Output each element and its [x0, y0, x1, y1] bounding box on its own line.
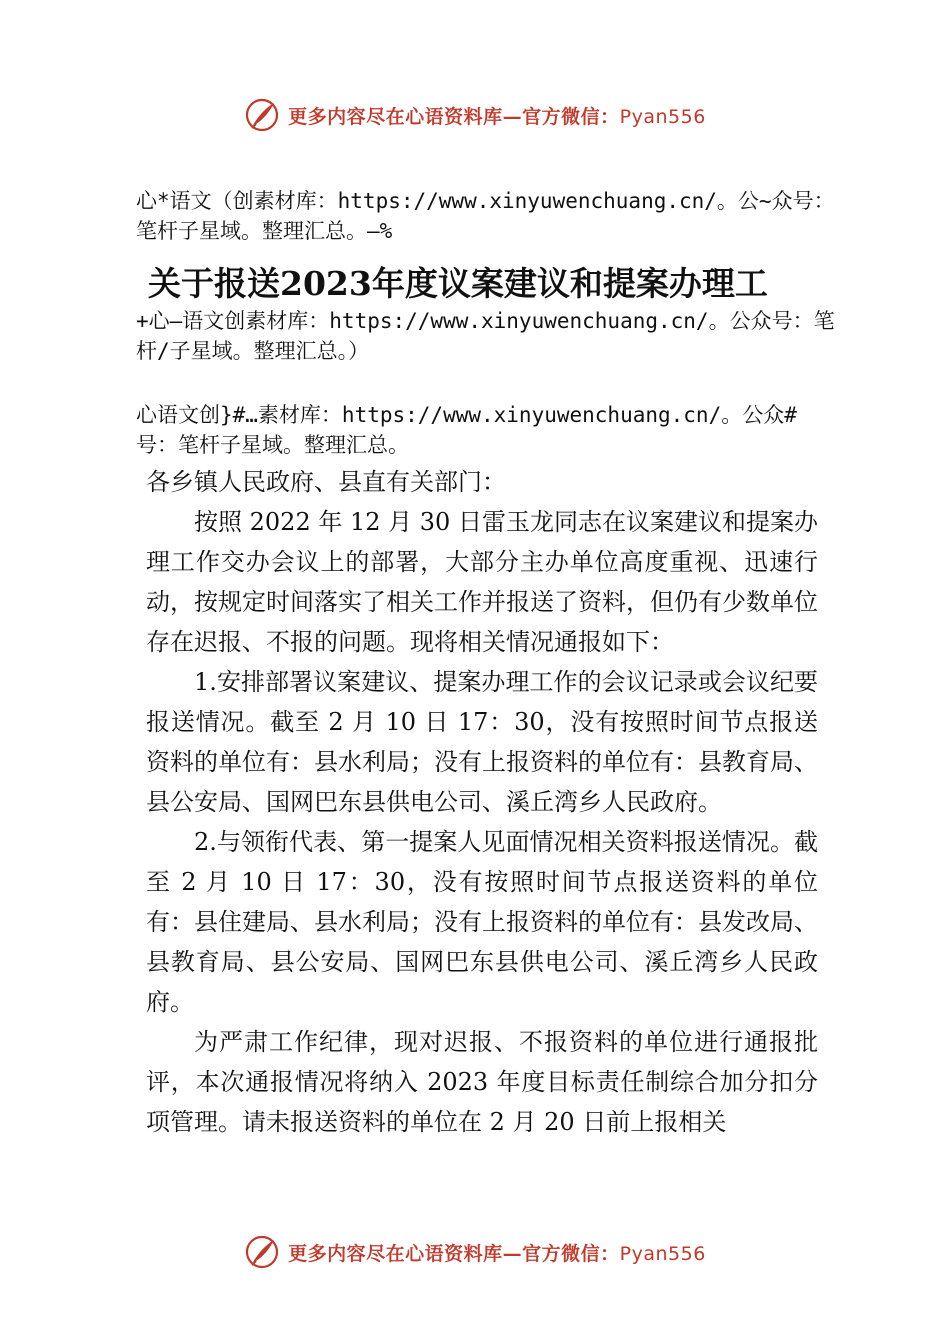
quill-logo-icon — [244, 1234, 280, 1270]
document-body — [146, 462, 818, 1142]
document-title: 关于报送2023年度议案建议和提案办理工 — [148, 264, 768, 303]
paragraph: 1.安排部署议案建议、提案办理工作的会议记录或会议纪要报送情况。截至 2 月 10 日 17：30，没有按照时间节点报送资料的单位有：县水利局；没有上报资料的单位有：县教育局、县公安局、国网巴东县供电公司、溪丘湾乡人民政府。 — [146, 668, 818, 816]
watermark-line: 心*语文（创素材库：https://www.xinyuwenchuang.cn/。公~众号：笔杆子星域。整理汇总。—% — [136, 189, 835, 243]
footer-banner — [0, 1230, 950, 1274]
wechat-id: Pyan556 — [619, 105, 706, 128]
wechat-id: Pyan556 — [619, 1242, 706, 1265]
salutation: 各乡镇人民政府、县直有关部门： — [146, 468, 506, 496]
header-banner — [0, 93, 950, 137]
paragraph: 按照 2022 年 12 月 30 日雷玉龙同志在议案建议和提案办理工作交办会议上的部署，大部分主办单位高度重视、迅速行动，按规定时间落实了相关工作并报送了资料，但仍有少数单位存在迟报、不报的问题。现将相关情况通报如下： — [146, 508, 818, 656]
watermark-line: +心—语文创素材库：https://www.xinyuwenchuang.cn/。公众号：笔杆/子星域。整理汇总。） — [136, 309, 835, 363]
banner-text: 更多内容尽在心语资料库—官方微信：Pyan556 — [288, 105, 706, 128]
watermark-line: 心语文创}#…素材库：https://www.xinyuwenchuang.cn/。公众#号：笔杆子星域。整理汇总。 — [136, 403, 797, 457]
banner-text: 更多内容尽在心语资料库—官方微信：Pyan556 — [288, 1242, 706, 1265]
quill-logo-icon — [244, 97, 280, 133]
paragraph: 2.与领衔代表、第一提案人见面情况相关资料报送情况。截至 2 月 10 日 17：30，没有按照时间节点报送资料的单位有：县住建局、县水利局；没有上报资料的单位有：县发改局、县教育局、县公安局、国网巴东县供电公司、溪丘湾乡人民政府。 — [146, 828, 818, 1016]
paragraph: 为严肃工作纪律，现对迟报、不报资料的单位进行通报批评，本次通报情况将纳入 2023 年度目标责任制综合加分扣分项管理。请未报送资料的单位在 2 月 20 日前上报相关 — [146, 1028, 818, 1136]
